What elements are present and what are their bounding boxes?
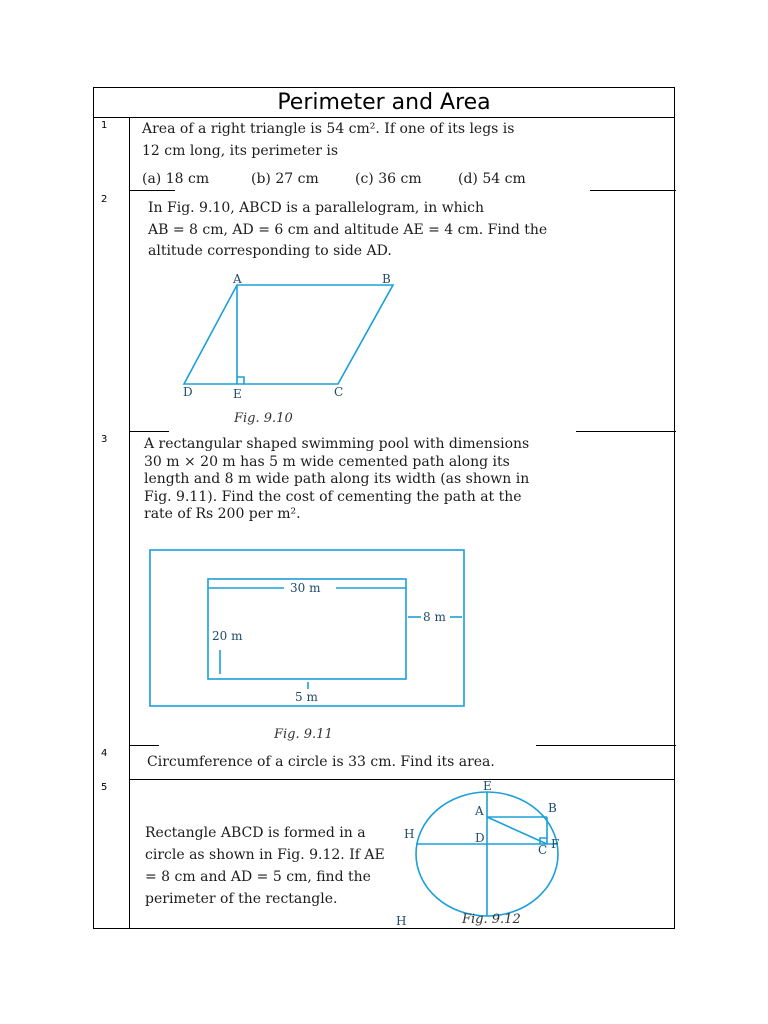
worksheet-table — [93, 87, 675, 929]
question-line: length and 8 m wide path along its width (as shown in — [144, 471, 530, 487]
option-a: (a) 18 cm — [142, 171, 210, 187]
vertex-label: C — [334, 385, 344, 399]
point-label: B — [548, 801, 557, 815]
question-line: = 8 cm and AD = 5 cm, find the — [145, 869, 371, 885]
question-line: altitude corresponding to side AD. — [148, 243, 392, 259]
dimension-label: 30 m — [290, 581, 321, 595]
question-line: In Fig. 9.10, ABCD is a parallelogram, in which — [148, 200, 485, 216]
question-line: 12 cm long, its perimeter is — [142, 142, 339, 159]
option-c: (c) 36 cm — [355, 171, 422, 187]
question-line: Rectangle ABCD is formed in a — [145, 825, 366, 841]
question-2-text — [148, 198, 547, 263]
row-divider — [129, 190, 175, 191]
figure-caption: Fig. 9.11 — [274, 727, 333, 742]
right-angle-mark — [237, 377, 244, 384]
row-divider — [590, 190, 676, 191]
question-number: 4 — [101, 748, 108, 759]
vertex-label: A — [233, 272, 242, 286]
option-b: (b) 27 cm — [251, 171, 319, 187]
figure-9-12 — [384, 780, 674, 928]
question-line: AB = 8 cm, AD = 6 cm and altitude AE = 4 cm. Find the — [148, 221, 548, 238]
dimension-label: 20 m — [212, 629, 243, 643]
question-line: 30 m × 20 m has 5 m wide cemented path along its — [144, 453, 510, 470]
page-title: Perimeter and Area — [94, 88, 674, 118]
figure-9-11 — [144, 546, 474, 746]
question-line: rate of Rs 200 per m². — [144, 506, 301, 522]
row-divider — [536, 745, 676, 746]
question-number: 5 — [101, 782, 108, 793]
dimension-label: 8 m — [423, 610, 446, 624]
diagonal — [487, 817, 547, 844]
question-1-text — [142, 119, 514, 162]
point-label: E — [483, 780, 492, 793]
vertex-label: D — [183, 385, 193, 399]
point-label: C — [538, 843, 548, 857]
question-3-text — [144, 436, 529, 524]
row-divider — [129, 431, 169, 432]
point-label: A — [475, 804, 484, 818]
question-line: Fig. 9.11). Find the cost of cementing the path at the — [144, 488, 522, 505]
question-4-text: Circumference of a circle is 33 cm. Find its area. — [147, 754, 495, 770]
question-5-text — [145, 822, 385, 910]
point-label: H — [404, 827, 415, 841]
outer-rectangle — [150, 550, 464, 706]
row-divider — [576, 431, 676, 432]
question-number: 3 — [101, 434, 108, 445]
figure-9-10 — [174, 268, 414, 428]
parallelogram-abcd — [184, 285, 393, 384]
question-line: A rectangular shaped swimming pool with dimensions — [144, 436, 530, 452]
vertex-label: E — [233, 387, 242, 401]
point-label: D — [475, 831, 485, 845]
question-line: Area of a right triangle is 54 cm². If one of its legs is — [142, 121, 515, 137]
option-d: (d) 54 cm — [458, 171, 526, 187]
point-label: F — [551, 837, 560, 851]
point-label: H — [396, 914, 407, 928]
number-column-divider — [129, 117, 130, 929]
question-number: 2 — [101, 194, 108, 205]
vertex-label: B — [382, 272, 391, 286]
dimension-label: 5 m — [295, 690, 318, 704]
question-line: circle as shown in Fig. 9.12. If AE — [145, 847, 385, 863]
figure-caption: Fig. 9.12 — [462, 912, 521, 927]
figure-caption: Fig. 9.10 — [234, 411, 293, 426]
question-line: perimeter of the rectangle. — [145, 891, 338, 907]
question-number: 1 — [101, 120, 108, 131]
